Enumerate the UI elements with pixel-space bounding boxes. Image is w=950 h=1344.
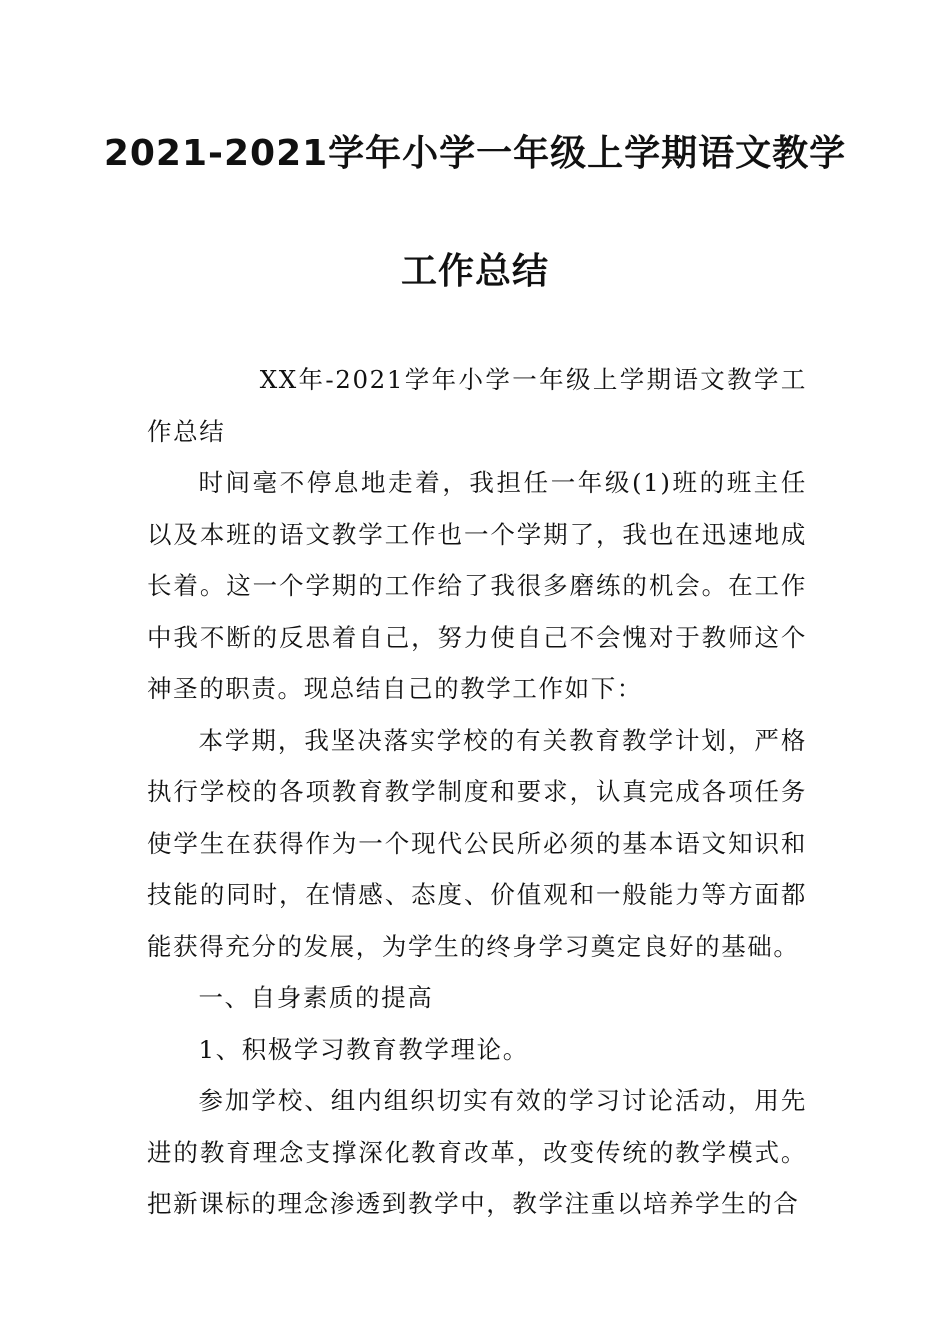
- paragraph-study: 参加学校、组内组织切实有效的学习讨论活动，用先进的教育理念支撑深化教育改革，改变传统的教学模式。把新课标的理念渗透到教学中，教学注重以培养学生的合: [147, 1086, 807, 1218]
- paragraph-intro: 时间毫不停息地走着，我担任一年级(1)班的班主任以及本班的语文教学工作也一个学期了，我也在迅速地成长着。这一个学期的工作给了我很多磨练的机会。在工作中我不断的反思着自己，努力使自己不会愧对于教师这个神圣的职责。现总结自己的教学工作如下：: [147, 468, 807, 703]
- document-title-line-2: 工作总结: [400, 251, 549, 292]
- section-heading: 一、自身素质的提高: [198, 983, 434, 1012]
- subsection-heading: 1、积极学习教育教学理论。: [198, 1034, 529, 1064]
- paragraph-plan: 本学期，我坚决落实学校的有关教育教学计划，严格执行学校的各项教育教学制度和要求，认真完成各项任务使学生在获得作为一个现代公民所必须的基本语文知识和技能的同时，在情感、态度、价值观和一般能力等方面都能获得充分的发展，为学生的终身学习奠定良好的基础。: [147, 725, 807, 961]
- document-title-line-1: 2021-2021学年小学一年级上学期语文教学: [103, 133, 847, 174]
- subtitle-paragraph: XX年-2021学年小学一年级上学期语文教学工作总结: [147, 365, 807, 446]
- document-body: [147, 354, 807, 1230]
